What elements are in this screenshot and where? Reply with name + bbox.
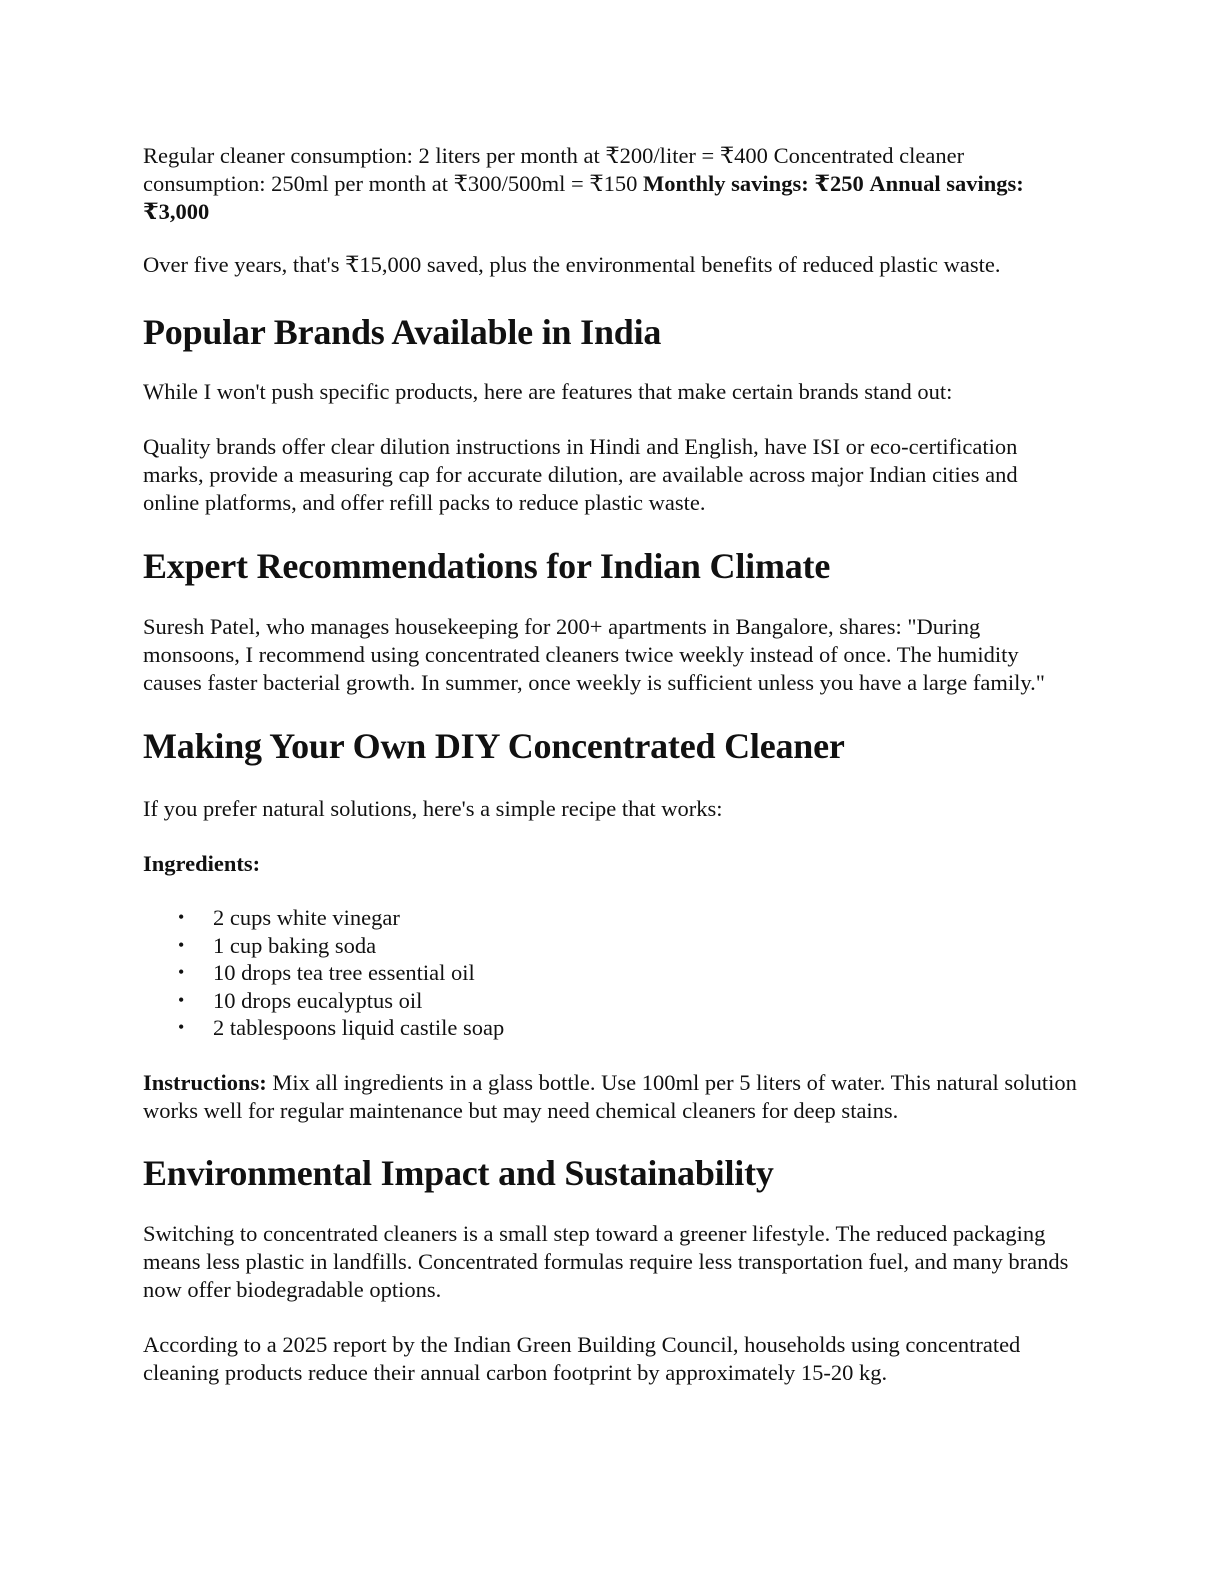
- annual-savings-text: Annual savings: ₹3,000: [143, 171, 1024, 224]
- diy-heading: Making Your Own DIY Concentrated Cleaner: [143, 726, 845, 766]
- environment-paragraph-2: According to a 2025 report by the Indian Green Building Council, households using concentrated cleaning products reduce their annual carbon footprint by approximately 15-20 kg.: [143, 1331, 1021, 1385]
- instructions-paragraph: [143, 1069, 1078, 1125]
- brands-intro-paragraph: While I won't push specific products, here are features that make certain brands stand out:: [143, 379, 953, 404]
- concentrated-consumption-text: Concentrated cleaner consumption: 250ml per month at ₹300/500ml = ₹150: [143, 143, 965, 196]
- expert-quote-paragraph: Suresh Patel, who manages housekeeping for 200+ apartments in Bangalore, shares: "During monsoons, I recommend using concentrated cleaners twice weekly instead of once. The humidity causes faster bacterial growth. In summer, once weekly is sufficient unless you have a large family.": [143, 614, 1045, 695]
- bullet-icon: •: [178, 934, 185, 955]
- savings-calculation: [143, 142, 1078, 226]
- diy-intro-paragraph: If you prefer natural solutions, here's a simple recipe that works:: [143, 796, 723, 821]
- list-item: • 1 cup baking soda: [178, 932, 377, 958]
- list-item: • 2 tablespoons liquid castile soap: [178, 1015, 505, 1040]
- bullet-icon: •: [178, 962, 185, 982]
- document-body: [143, 140, 1078, 1387]
- brands-heading: Popular Brands Available in India: [143, 312, 662, 352]
- expert-heading: Expert Recommendations for Indian Climate: [143, 546, 831, 586]
- brands-features-paragraph: Quality brands offer clear dilution instructions in Hindi and English, have ISI or eco-certification marks, provide a measuring cap for accurate dilution, are available across major Indian cities and online platforms, and offer refill packs to reduce plastic waste.: [143, 434, 1018, 515]
- ingredients-label: Ingredients:: [143, 851, 261, 876]
- list-item: • 2 cups white vinegar: [178, 905, 400, 930]
- instructions-label: Instructions:: [143, 1069, 267, 1095]
- environment-heading: Environmental Impact and Sustainability: [143, 1152, 774, 1193]
- regular-consumption-text: Regular cleaner consumption: 2 liters per month at ₹200/liter = ₹400: [143, 143, 768, 168]
- bullet-icon: •: [178, 1017, 185, 1037]
- monthly-savings-text: Monthly savings: ₹250: [643, 171, 864, 196]
- list-item: • 10 drops eucalyptus oil: [178, 987, 423, 1013]
- bullet-icon: •: [178, 907, 185, 927]
- five-year-savings-paragraph: Over five years, that's ₹15,000 saved, plus the environmental benefits of reduced plastic waste.: [143, 252, 1001, 277]
- instructions-text: Mix all ingredients in a glass bottle. Use 100ml per 5 liters of water. This natural solution works well for regular maintenance but may need chemical cleaners for deep stains.: [143, 1069, 1077, 1123]
- ingredients-list: [143, 904, 1078, 1042]
- environment-paragraph-1: Switching to concentrated cleaners is a small step toward a greener lifestyle. The reduced packaging means less plastic in landfills. Concentrated formulas require less transportation fuel, and many brands now offer biodegradable options.: [143, 1220, 1069, 1302]
- list-item: • 10 drops tea tree essential oil: [178, 960, 475, 985]
- bullet-icon: •: [178, 989, 185, 1010]
